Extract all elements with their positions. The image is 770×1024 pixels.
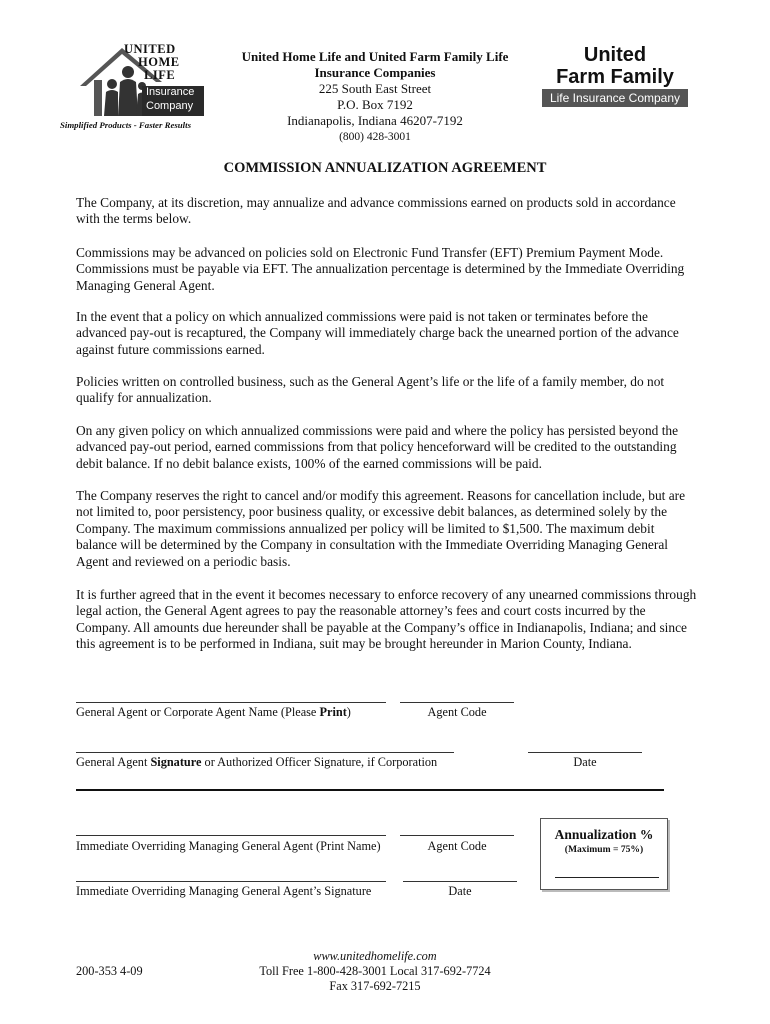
ga-name-label-pre: General Agent or Corporate Agent Name (Please xyxy=(76,705,320,719)
address-street: 225 South East Street xyxy=(318,81,432,96)
section-divider xyxy=(76,789,664,791)
paragraph-5: On any given policy on which annualized commissions were paid and where the policy has persisted beyond the advanced pay-out period, earned commissions from that policy henceforward will be credited to the outstanding debit balance. If no debit balance exists, 100% of the earned commissions will be paid. xyxy=(76,423,679,471)
logo-left-line2: HOME xyxy=(138,55,180,69)
agent-code-line[interactable] xyxy=(400,702,514,703)
address-pobox: P.O. Box 7192 xyxy=(337,97,413,112)
footer-fax: Fax 317-692-7215 xyxy=(329,979,421,993)
annualization-max: (Maximum = 75%) xyxy=(564,844,644,855)
date-label: Date xyxy=(573,755,597,769)
date-line[interactable] xyxy=(528,752,642,753)
address-city: Indianapolis, Indiana 46207-7192 xyxy=(287,113,463,128)
paragraph-1: The Company, at its discretion, may annualize and advance commissions earned on products sold in accordance with the terms below. xyxy=(76,195,676,227)
paragraph-7: It is further agreed that in the event it becomes necessary to enforce recovery of any unearned commissions through legal action, the General Agent agrees to pay the reasonable attorney’s fees and court costs incurred by the Company. All amounts due hereunder shall be payable at the Company’s office in Indianapolis, Indiana; and since this agreement is to be performed in Indiana, suit may be brought hereunder in Marion County, Indiana. xyxy=(76,587,697,652)
ga-sig-bold: Signature xyxy=(150,755,202,769)
united-home-life-logo xyxy=(60,42,216,134)
logo-left-box2: Company xyxy=(146,100,194,112)
company-name-line1: United Home Life and United Farm Family Life xyxy=(241,49,509,64)
iomga-name-label: Immediate Overriding Managing General Agent (Print Name) xyxy=(76,839,381,853)
date-label-2: Date xyxy=(448,884,472,898)
logo-left-tagline: Simplified Products - Faster Results xyxy=(60,120,191,130)
annualization-input-line[interactable] xyxy=(555,877,659,878)
ga-name-label-bold: Print xyxy=(319,705,347,719)
logo-right-line2: Farm Family xyxy=(556,66,674,88)
iomga-signature-line[interactable] xyxy=(76,881,386,882)
logo-right-sub: Life Insurance Company xyxy=(542,89,688,107)
logo-left-line1: UNITED xyxy=(124,42,176,56)
form-number: 200-353 4-09 xyxy=(76,964,143,978)
ga-sig-pre: General Agent xyxy=(76,755,151,769)
ga-name-line[interactable] xyxy=(76,702,386,703)
iomga-name-line[interactable] xyxy=(76,835,386,836)
logo-left-box1: Insurance xyxy=(146,86,195,98)
company-name-line2: Insurance Companies xyxy=(314,65,436,80)
iomga-signature-label: Immediate Overriding Managing General Agent’s Signature xyxy=(76,884,372,898)
logo-left-line3: LIFE xyxy=(144,68,176,82)
annualization-box xyxy=(540,818,668,890)
paragraph-4: Policies written on controlled business, such as the General Agent’s life or the life of a family member, do not qualify for annualization. xyxy=(76,374,665,406)
logo-right-line1: United xyxy=(583,44,647,66)
ga-name-label xyxy=(76,705,351,720)
agent-code-label-2: Agent Code xyxy=(427,839,487,853)
document-title: COMMISSION ANNUALIZATION AGREEMENT xyxy=(223,160,547,176)
ga-signature-label xyxy=(76,755,437,770)
footer-phones: Toll Free 1-800-428-3001 Local 317-692-7724 xyxy=(259,964,491,978)
agent-code-line-2[interactable] xyxy=(400,835,514,836)
ga-signature-line[interactable] xyxy=(76,752,454,753)
date-line-2[interactable] xyxy=(403,881,517,882)
paragraph-6: The Company reserves the right to cancel and/or modify this agreement. Reasons for cancellation include, but are not limited to, poor persistency, poor business quality, or excessive debit balances, as determined solely by the Company. The maximum commissions annualized per policy will be limited to $1,500. The maximum debit balance will be determined by the Company in consultation with the Immediate Overriding Managing General Agent and reviewed on a periodic basis. xyxy=(76,488,686,569)
united-farm-family-logo xyxy=(542,44,688,108)
footer-website: www.unitedhomelife.com xyxy=(313,949,437,963)
ga-name-label-post: ) xyxy=(346,705,351,719)
paragraph-3: In the event that a policy on which annualized commissions were paid is not taken or terminates before the advanced pay-out is recaptured, the Company will immediately charge back the unearned portion of the advance against future commissions earned. xyxy=(76,309,679,357)
ga-sig-post: or Authorized Officer Signature, if Corporation xyxy=(201,755,438,769)
annualization-title: Annualization % xyxy=(554,827,654,842)
agent-code-label: Agent Code xyxy=(427,705,487,719)
paragraph-2: Commissions may be advanced on policies sold on Electronic Fund Transfer (EFT) Premium Payment Mode. Commissions must be payable via EFT. The annualization percentage is determined by the Immediate Overriding Managing General Agent. xyxy=(76,245,685,293)
header-phone: (800) 428-3001 xyxy=(339,131,411,143)
